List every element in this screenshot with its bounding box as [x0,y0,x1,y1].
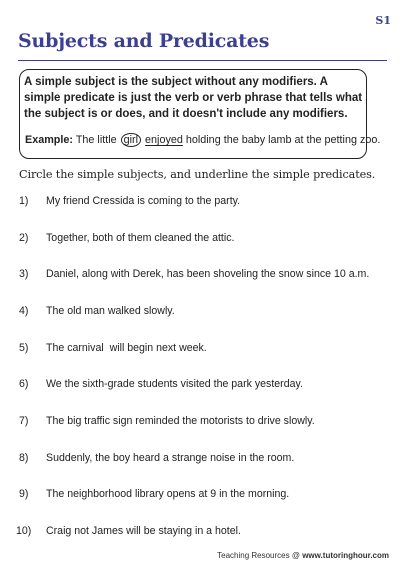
definition-box [19,69,381,159]
footer-credit [217,551,389,560]
worksheet-code: S1 [375,14,391,27]
example-sentence [25,134,380,146]
item-sentence: Craig not James will be staying in a hotel. [46,525,241,537]
item-number: 2) [19,232,29,244]
item-sentence: My friend Cressida is coming to the party. [46,195,241,207]
item-number: 4) [19,305,29,317]
item-number: 6) [19,378,29,390]
example-label: Example: [25,134,74,146]
item-number: 3) [19,268,29,280]
item-number: 1) [19,195,29,207]
item-number: 7) [19,415,29,427]
item-number: 5) [19,342,29,354]
item-sentence: Together, both of them cleaned the attic. [46,232,235,244]
definition-text: A simple subject is the subject without any modifiers. A simple predicate is just the verb or verb phrase that tells what the subject is or does, and it doesn't include any modifiers. [24,76,363,120]
footer-prefix: Teaching Resources @ [217,551,303,560]
page-title: Subjects and Predicates [18,30,270,52]
item-number: 9) [19,488,29,500]
item-sentence: We the sixth-grade students visited the park yesterday. [46,378,303,390]
instruction: Circle the simple subjects, and underline the simple predicates. [19,168,376,181]
item-sentence: The big traffic sign reminded the motorists to drive slowly. [46,415,315,427]
item-sentence: The old man walked slowly. [46,305,175,317]
item-sentence: The neighborhood library opens at 9 in the morning. [46,488,290,500]
item-sentence: Suddenly, the boy heard a strange noise in the room. [46,452,295,464]
title-divider [18,60,387,61]
example-after: holding the baby lamb at the petting zoo. [182,134,381,146]
item-sentence: The carnival will begin next week. [46,342,207,354]
example-circled-subject: girl [121,133,141,147]
example-before: The little [75,134,120,146]
item-number: 10) [16,525,32,537]
example-underlined-predicate: enjoyed [145,134,183,146]
footer-site-link[interactable]: www.tutoringhour.com [302,551,389,560]
item-number: 8) [19,452,29,464]
item-sentence: Daniel, along with Derek, has been shoveling the snow since 10 a.m. [46,268,370,280]
